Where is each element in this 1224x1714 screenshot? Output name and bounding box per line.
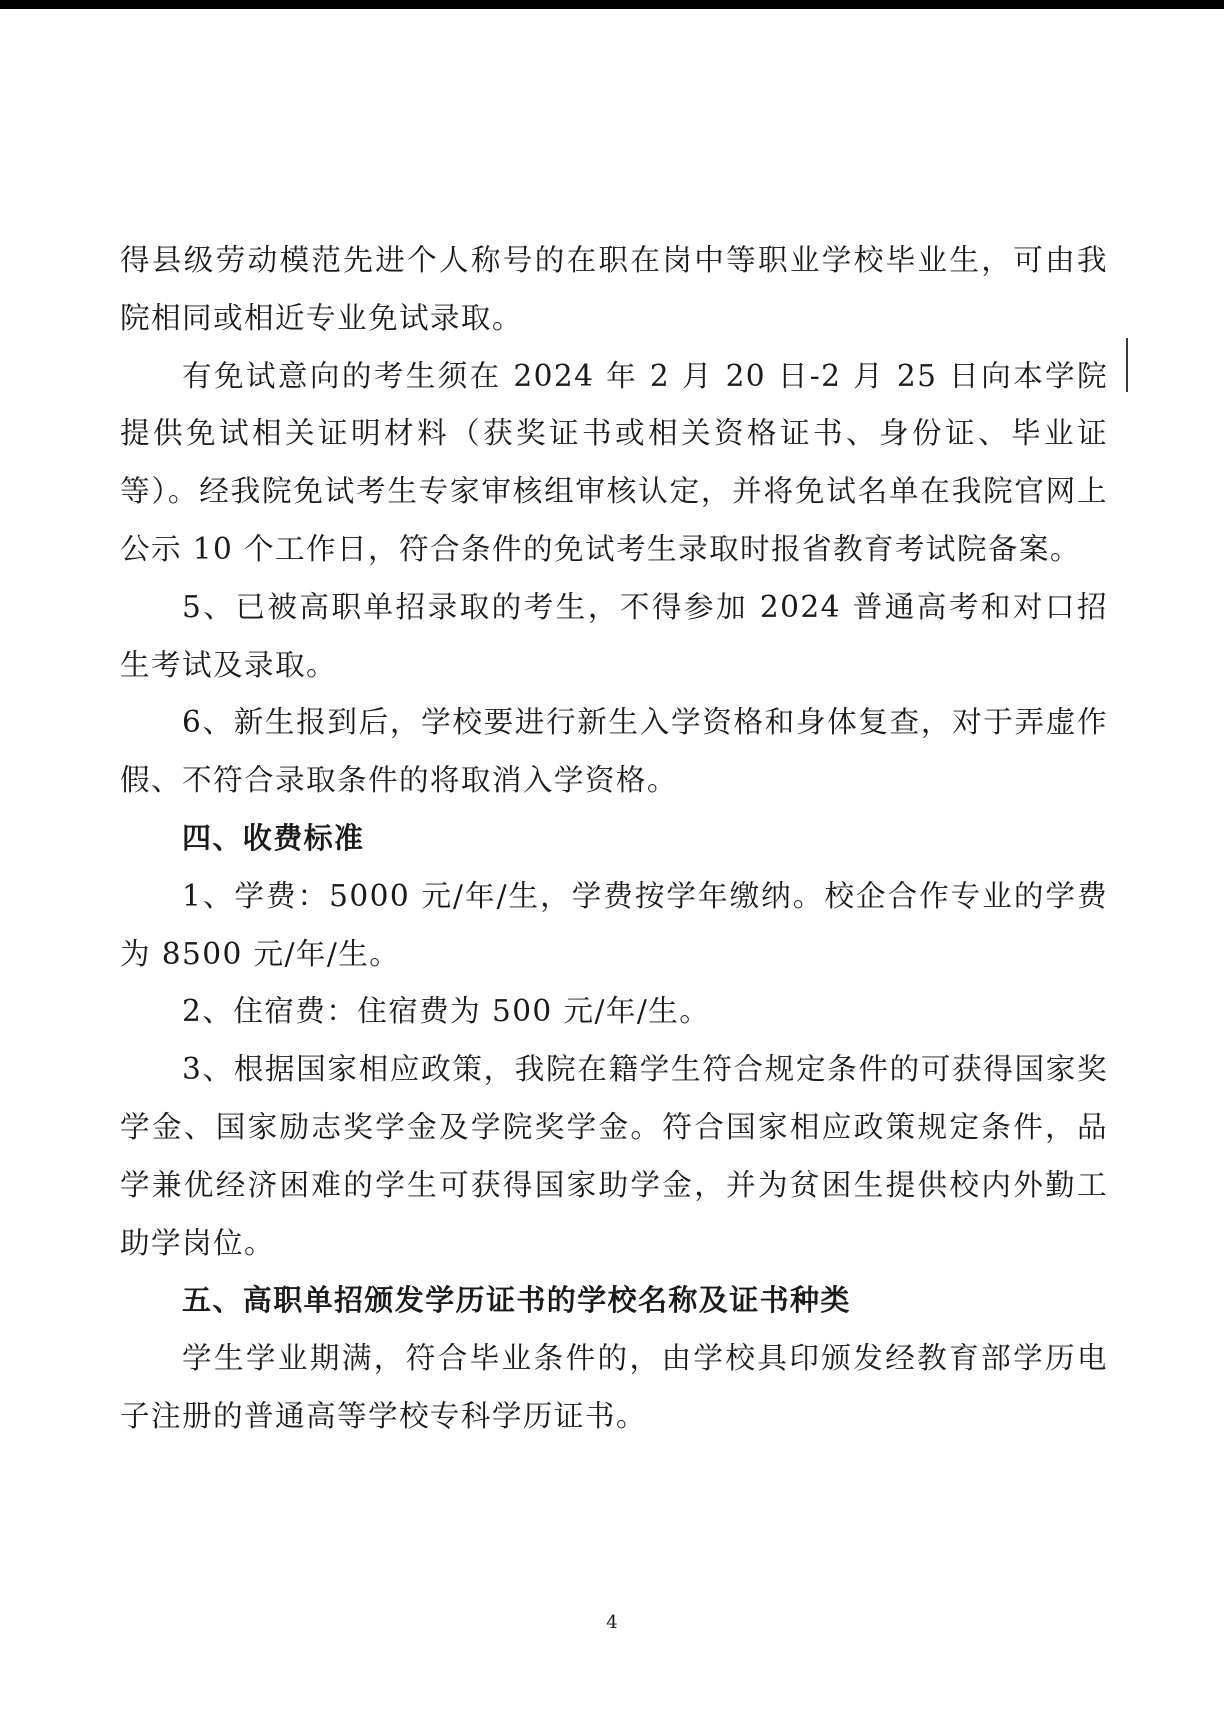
- paragraph-item-6: 6、新生报到后，学校要进行新生入学资格和身体复查，对于弄虚作假、不符合录取条件的将取消入学资格。: [120, 705, 1108, 798]
- paragraph-exemption-materials: 有免试意向的考生须在 2024 年 2 月 20 日-2 月 25 日向本学院提供免试相关证明材料（获奖证书或相关资格证书、身份证、毕业证等）。经我院免试考生专家审核组审核认定，并将免试名单在我院官网上公示 10 个工作日，符合条件的免试考生录取时报省教育考试院备案。: [120, 358, 1108, 566]
- paragraph-tuition: 1、学费：5000 元/年/生，学费按学年缴纳。校企合作专业的学费为 8500 元/年/生。: [120, 878, 1108, 971]
- section-heading-fees: 四、收费标准: [182, 820, 365, 855]
- top-edge-bar: [0, 0, 1224, 9]
- document-body: [120, 232, 1108, 1446]
- section-heading-certificates: 五、高职单招颁发学历证书的学校名称及证书种类: [182, 1283, 851, 1318]
- paragraph-scholarships: 3、根据国家相应政策，我院在籍学生符合规定条件的可获得国家奖学金、国家励志奖学金及学院奖学金。符合国家相应政策规定条件，品学兼优经济困难的学生可获得国家助学金，并为贫困生提供校内外勤工助学岗位。: [120, 1052, 1108, 1260]
- paragraph-item-5: 5、已被高职单招录取的考生，不得参加 2024 普通高考和对口招生考试及录取。: [120, 589, 1108, 682]
- page-edge-mark: [1126, 338, 1128, 392]
- paragraph-graduation: 学生学业期满，符合毕业条件的，由学校具印颁发经教育部学历电子注册的普通高等学校专科学历证书。: [120, 1341, 1108, 1433]
- page-number: 4: [606, 1612, 618, 1633]
- paragraph-accommodation: 2、住宿费：住宿费为 500 元/年/生。: [182, 994, 711, 1029]
- paragraph-continuation: 得县级劳动模范先进个人称号的在职在岗中等职业学校毕业生，可由我院相同或相近专业免试录取。: [120, 243, 1108, 335]
